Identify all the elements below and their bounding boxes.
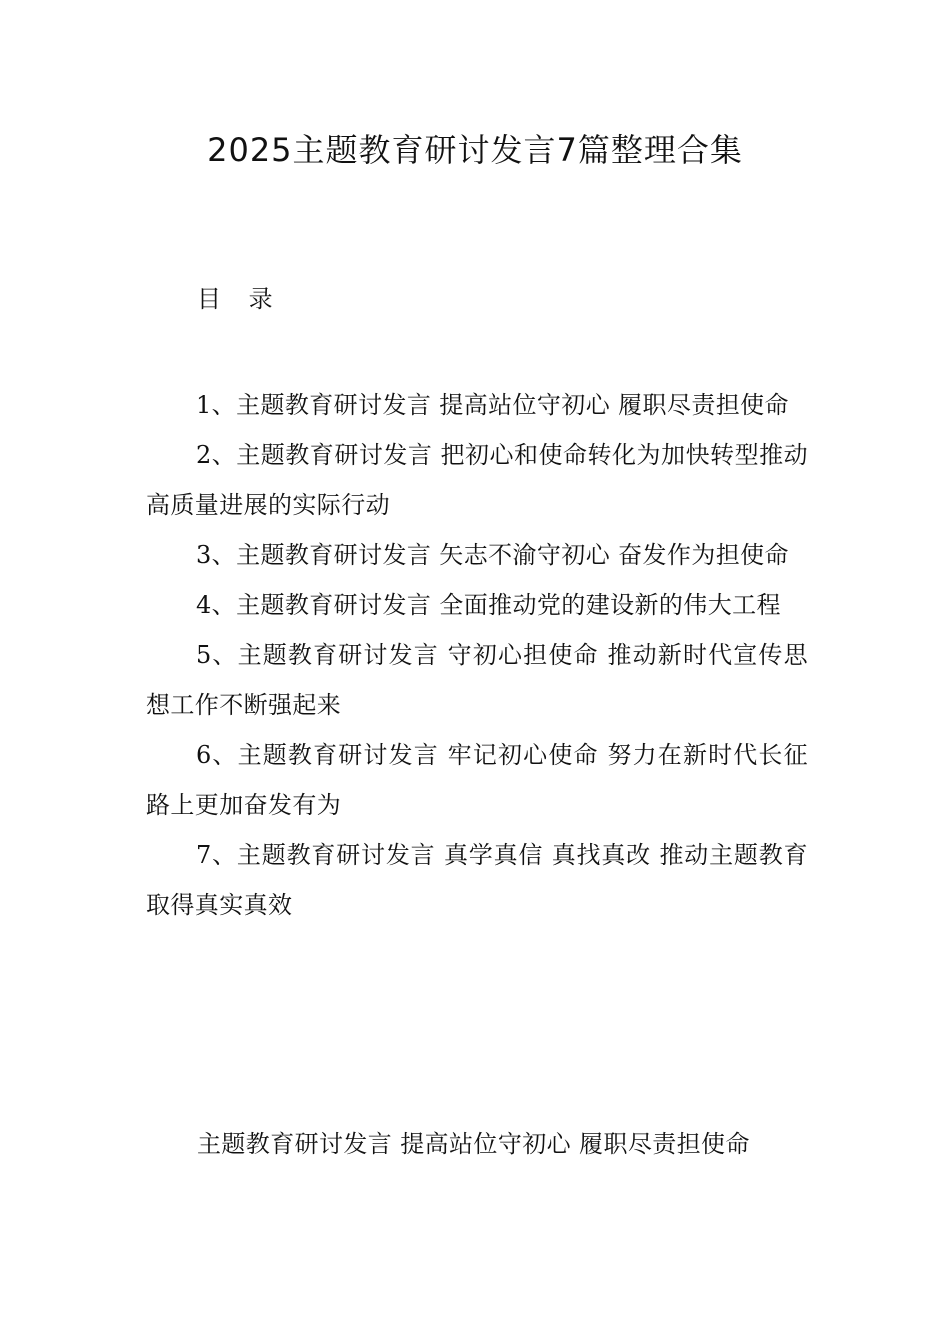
toc-item-5: 5、主题教育研讨发言 守初心担使命 推动新时代宣传思想工作不断强起来 bbox=[146, 641, 808, 719]
section-heading: 主题教育研讨发言 提高站位守初心 履职尽责担使命 bbox=[197, 1130, 750, 1158]
toc-item-2: 2、主题教育研讨发言 把初心和使命转化为加快转型推动高质量进展的实际行动 bbox=[146, 441, 808, 519]
document-title: 2025主题教育研讨发言7篇整理合集 bbox=[207, 131, 743, 169]
toc-heading-text: 目 录 bbox=[197, 285, 283, 313]
table-of-contents bbox=[146, 380, 808, 930]
toc-item-1: 1、主题教育研讨发言 提高站位守初心 履职尽责担使命 bbox=[196, 391, 789, 419]
toc-item-3: 3、主题教育研讨发言 矢志不渝守初心 奋发作为担使命 bbox=[196, 541, 789, 569]
toc-item-7: 7、主题教育研讨发言 真学真信 真找真改 推动主题教育取得真实真效 bbox=[146, 841, 808, 919]
toc-item-4: 4、主题教育研讨发言 全面推动党的建设新的伟大工程 bbox=[196, 591, 781, 619]
toc-item-6: 6、主题教育研讨发言 牢记初心使命 努力在新时代长征路上更加奋发有为 bbox=[146, 741, 808, 819]
toc-heading bbox=[197, 282, 283, 316]
